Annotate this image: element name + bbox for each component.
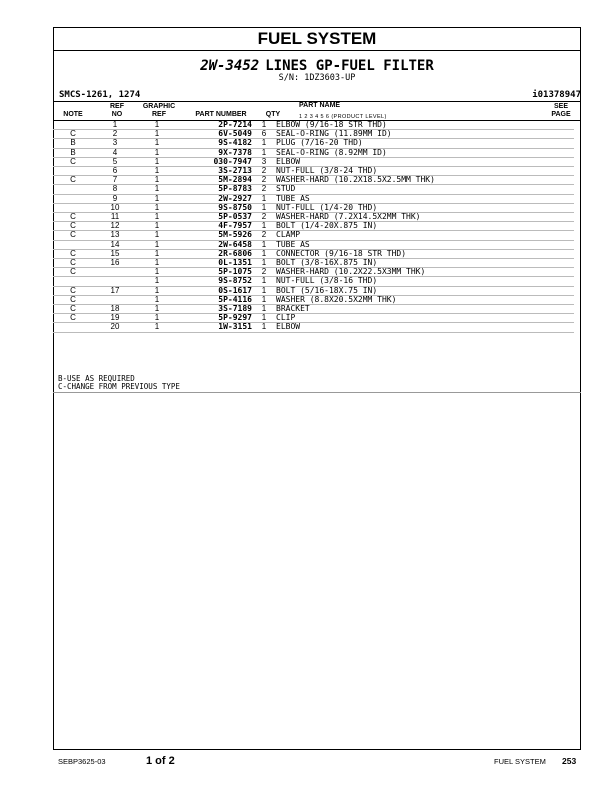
part-note: C	[53, 259, 93, 268]
part-qty: 2	[252, 185, 276, 194]
part-name: BOLT (3/8-16X.875 IN)	[276, 259, 574, 268]
part-graphic-ref: 1	[137, 185, 177, 194]
footer-page-number: 253	[562, 756, 577, 766]
part-name: WASHER-HARD (10.2X18.5X2.5MM THK)	[276, 176, 574, 185]
part-graphic-ref: 1	[137, 148, 177, 157]
part-ref-no: 8	[93, 185, 137, 194]
part-number: 3S-7189	[177, 305, 252, 314]
part-graphic-ref: 1	[137, 305, 177, 314]
part-name: WASHER-HARD (7.2X14.5X2MM THK)	[276, 213, 574, 222]
part-note: B	[53, 139, 93, 148]
smcs-code: SMCS-1261, 1274	[59, 90, 141, 100]
table-row	[53, 295, 574, 304]
part-ref-no: 18	[93, 305, 137, 314]
part-graphic-ref: 1	[137, 249, 177, 258]
note-c: C-CHANGE FROM PREVIOUS TYPE	[58, 382, 180, 391]
part-ref-no: 6	[93, 167, 137, 176]
part-ref-no: 14	[93, 240, 137, 249]
part-ref-no: 5	[93, 157, 137, 166]
part-name: BRACKET	[276, 305, 574, 314]
part-qty: 1	[252, 222, 276, 231]
part-ref-no: 15	[93, 249, 137, 258]
part-number: 9S-8752	[177, 277, 252, 286]
part-qty: 1	[252, 295, 276, 304]
table-row	[53, 323, 574, 332]
part-qty: 1	[252, 148, 276, 157]
part-ref-no: 1	[93, 121, 137, 130]
table-row	[53, 286, 574, 295]
page-title: FUEL SYSTEM	[54, 28, 580, 51]
table-row	[53, 194, 574, 203]
part-ref-no: 10	[93, 203, 137, 212]
part-number: 6V-5049	[177, 130, 252, 139]
part-number: 2W-2927	[177, 194, 252, 203]
table-row	[53, 305, 574, 314]
part-qty: 2	[252, 176, 276, 185]
part-note	[53, 194, 93, 203]
part-note	[53, 185, 93, 194]
part-ref-no: 17	[93, 286, 137, 295]
product-levels: 1 2 3 4 5 6 (PRODUCT LEVEL)	[299, 114, 387, 120]
part-note: B	[53, 148, 93, 157]
part-qty: 6	[252, 130, 276, 139]
part-ref-no: 11	[93, 213, 137, 222]
col-part-name: PART NAME	[299, 102, 341, 109]
part-ref-no: 7	[93, 176, 137, 185]
part-number: 3S-2713	[177, 167, 252, 176]
part-qty: 1	[252, 121, 276, 130]
part-note	[53, 277, 93, 286]
part-qty: 1	[252, 314, 276, 323]
part-name: CLIP	[276, 314, 574, 323]
part-number: 5P-8783	[177, 185, 252, 194]
part-name: ELBOW	[276, 157, 574, 166]
part-ref-no: 13	[93, 231, 137, 240]
parts-table	[53, 121, 574, 333]
part-number: 5P-9297	[177, 314, 252, 323]
part-number: 030-7947	[177, 157, 252, 166]
table-row	[53, 139, 574, 148]
part-graphic-ref: 1	[137, 268, 177, 277]
part-qty: 1	[252, 203, 276, 212]
part-ref-no	[93, 277, 137, 286]
table-row	[53, 277, 574, 286]
part-name: NUT-FULL (3/8-16 THD)	[276, 277, 574, 286]
part-name: ELBOW (9/16-18 STR THD)	[276, 121, 574, 130]
part-name: BOLT (5/16-18X.75 IN)	[276, 286, 574, 295]
part-ref-no: 16	[93, 259, 137, 268]
table-row	[53, 231, 574, 240]
col-note: NOTE	[63, 111, 83, 118]
part-name: TUBE AS	[276, 240, 574, 249]
part-graphic-ref: 1	[137, 240, 177, 249]
part-graphic-ref: 1	[137, 130, 177, 139]
note-b: B-USE AS REQUIRED	[58, 374, 135, 383]
table-row	[53, 148, 574, 157]
part-qty: 2	[252, 231, 276, 240]
part-note: C	[53, 268, 93, 277]
part-name: ELBOW	[276, 323, 574, 332]
part-qty: 1	[252, 194, 276, 203]
table-row	[53, 314, 574, 323]
footer-page-of: 1 of 2	[146, 755, 175, 767]
part-graphic-ref: 1	[137, 167, 177, 176]
part-name: SEAL-O-RING (11.89MM ID)	[276, 130, 574, 139]
illustration-id: i01378947	[532, 90, 581, 100]
part-graphic-ref: 1	[137, 314, 177, 323]
part-note: C	[53, 286, 93, 295]
part-graphic-ref: 1	[137, 277, 177, 286]
part-qty: 1	[252, 249, 276, 258]
part-qty: 1	[252, 305, 276, 314]
part-number: 2P-7214	[177, 121, 252, 130]
part-name: NUT-FULL (1/4-20 THD)	[276, 203, 574, 212]
part-ref-no: 2	[93, 130, 137, 139]
part-graphic-ref: 1	[137, 203, 177, 212]
part-graphic-ref: 1	[137, 286, 177, 295]
part-graphic-ref: 1	[137, 176, 177, 185]
part-number: 9S-4182	[177, 139, 252, 148]
part-qty: 2	[252, 167, 276, 176]
part-name: TUBE AS	[276, 194, 574, 203]
part-note: C	[53, 157, 93, 166]
col-ref-no-line2: NO	[111, 111, 123, 118]
part-qty: 1	[252, 139, 276, 148]
part-graphic-ref: 1	[137, 231, 177, 240]
table-row	[53, 185, 574, 194]
part-name: CLAMP	[276, 231, 574, 240]
part-number: 2R-6806	[177, 249, 252, 258]
part-note: C	[53, 305, 93, 314]
col-ref-no-line1: REF	[110, 103, 124, 110]
part-note: C	[53, 176, 93, 185]
part-graphic-ref: 1	[137, 295, 177, 304]
part-ref-no: 20	[93, 323, 137, 332]
part-graphic-ref: 1	[137, 213, 177, 222]
part-qty: 1	[252, 240, 276, 249]
part-name: STUD	[276, 185, 574, 194]
col-see-page-line1: SEE	[553, 103, 568, 110]
part-note: C	[53, 130, 93, 139]
part-graphic-ref: 1	[137, 121, 177, 130]
serial-range: S/N: 1DZ3603-UP	[278, 73, 356, 83]
part-name: NUT-FULL (3/8-24 THD)	[276, 167, 574, 176]
part-graphic-ref: 1	[137, 323, 177, 332]
col-graphic-ref	[137, 103, 181, 119]
col-see-page	[546, 103, 576, 119]
footer-section: FUEL SYSTEM	[494, 757, 546, 766]
part-qty: 2	[252, 268, 276, 277]
table-row	[53, 222, 574, 231]
part-number: 4F-7957	[177, 222, 252, 231]
part-number: 5P-0537	[177, 213, 252, 222]
table-row	[53, 176, 574, 185]
part-name: WASHER-HARD (10.2X22.5X3MM THK)	[276, 268, 574, 277]
part-name: WASHER (8.8X20.5X2MM THK)	[276, 295, 574, 304]
part-note: C	[53, 213, 93, 222]
part-qty: 1	[252, 286, 276, 295]
table-row	[53, 240, 574, 249]
part-note: C	[53, 314, 93, 323]
notes-block	[58, 375, 180, 391]
part-graphic-ref: 1	[137, 222, 177, 231]
part-number: 5P-4116	[177, 295, 252, 304]
part-qty: 2	[252, 213, 276, 222]
part-graphic-ref: 1	[137, 259, 177, 268]
part-qty: 1	[252, 259, 276, 268]
part-number: 2W-6458	[177, 240, 252, 249]
part-note	[53, 323, 93, 332]
col-see-page-line2: PAGE	[551, 111, 571, 118]
part-graphic-ref: 1	[137, 157, 177, 166]
part-note: C	[53, 222, 93, 231]
part-name: CONNECTOR (9/16-18 STR THD)	[276, 249, 574, 258]
part-ref-no: 3	[93, 139, 137, 148]
col-qty: QTY	[265, 111, 281, 118]
col-graphic-ref-line2: REF	[152, 111, 166, 118]
footer-doc-id: SEBP3625-03	[58, 757, 106, 766]
part-ref-no: 12	[93, 222, 137, 231]
part-number: 0S-1617	[177, 286, 252, 295]
part-qty: 1	[252, 323, 276, 332]
part-qty: 1	[252, 277, 276, 286]
part-graphic-ref: 1	[137, 194, 177, 203]
part-name: SEAL-O-RING (8.92MM ID)	[276, 148, 574, 157]
smcs-line	[59, 90, 581, 100]
part-number: 0L-1351	[177, 259, 252, 268]
part-ref-no: 9	[93, 194, 137, 203]
part-number: 5M-2894	[177, 176, 252, 185]
col-ref-no	[97, 103, 137, 119]
part-note: C	[53, 295, 93, 304]
part-ref-no: 19	[93, 314, 137, 323]
part-note: C	[53, 231, 93, 240]
notes-rule	[53, 392, 581, 393]
part-qty: 3	[252, 157, 276, 166]
part-name: PLUG (7/16-20 THD)	[276, 139, 574, 148]
part-number: 5M-5926	[177, 231, 252, 240]
part-number: 9X-7378	[177, 148, 252, 157]
part-ref-no: 4	[93, 148, 137, 157]
part-note: C	[53, 249, 93, 258]
part-number: 5P-1075	[177, 268, 252, 277]
group-part-number: 2W-3452	[200, 58, 260, 74]
col-graphic-ref-line1: GRAPHIC	[142, 103, 176, 110]
part-note	[53, 240, 93, 249]
col-part-number: PART NUMBER	[195, 111, 247, 118]
part-ref-no	[93, 268, 137, 277]
part-number: 1W-3151	[177, 323, 252, 332]
group-part-name: LINES GP-FUEL FILTER	[265, 58, 434, 74]
part-number: 9S-8750	[177, 203, 252, 212]
part-graphic-ref: 1	[137, 139, 177, 148]
part-name: BOLT (1/4-20X.875 IN)	[276, 222, 574, 231]
